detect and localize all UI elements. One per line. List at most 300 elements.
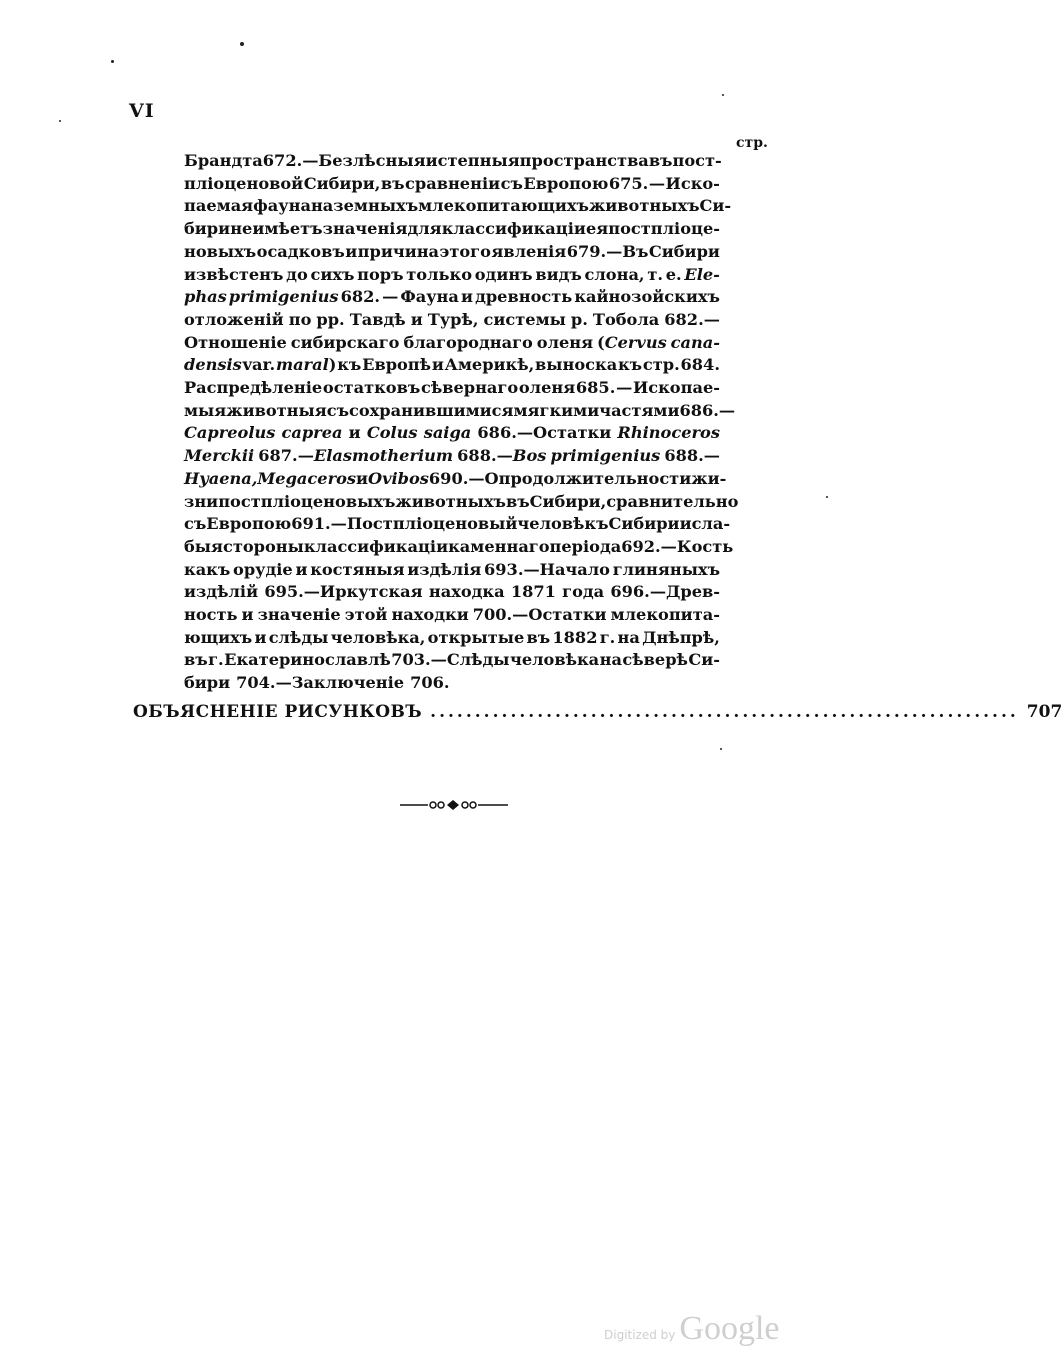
- text-line: [184, 264, 720, 287]
- word: [585, 264, 645, 287]
- text: по: [288, 309, 312, 329]
- text: человѣка: [509, 650, 600, 670]
- text: т.: [647, 264, 663, 284]
- word: [349, 422, 361, 445]
- text: системы: [483, 309, 566, 329]
- text-line: [184, 332, 720, 355]
- word: [208, 649, 224, 672]
- word: [218, 491, 395, 514]
- word: [356, 468, 368, 491]
- word: [499, 468, 692, 491]
- text: въ: [184, 650, 208, 670]
- text: видъ: [535, 264, 582, 284]
- italic-text: Merckii: [184, 446, 255, 466]
- text: Сибири,: [529, 491, 607, 511]
- text: въ: [526, 627, 551, 647]
- text: поръ: [357, 264, 404, 284]
- word: [535, 354, 617, 377]
- text: съ: [184, 514, 207, 534]
- speck: [240, 42, 244, 46]
- text: Распредѣленіе: [184, 378, 323, 398]
- italic-text: phas: [184, 287, 227, 307]
- word: [649, 150, 673, 173]
- text: выноска: [535, 355, 618, 375]
- text: сравненіи: [405, 173, 501, 193]
- text-line: [184, 286, 720, 309]
- text-line: [184, 536, 734, 559]
- word: [289, 309, 312, 332]
- word: [184, 218, 230, 241]
- word: [184, 581, 258, 604]
- italic-text: Hyaena,: [184, 468, 258, 488]
- word: [282, 422, 343, 445]
- italic-text: Rhinoceros: [617, 423, 720, 443]
- word: [461, 286, 473, 309]
- word: [426, 150, 438, 173]
- word: [345, 241, 357, 264]
- text: сихъ: [310, 264, 355, 284]
- word: [647, 264, 663, 287]
- text: Европою: [206, 514, 292, 534]
- text: имѣетъ: [252, 219, 323, 239]
- italic-text: Colus: [366, 423, 418, 443]
- word: [184, 173, 303, 196]
- text-line: [184, 649, 720, 672]
- word: [421, 377, 518, 400]
- text: для: [407, 219, 442, 239]
- text: 1871: [510, 582, 556, 602]
- text: сѣвернаго: [420, 378, 519, 398]
- text: и: [460, 287, 473, 307]
- text: —: [382, 287, 399, 307]
- italic-text: saiga: [423, 423, 472, 443]
- word: [382, 286, 398, 309]
- text-line: [184, 422, 720, 445]
- text: слѣды: [268, 627, 329, 647]
- word: [184, 241, 256, 264]
- text: классификаціи: [303, 536, 449, 556]
- text: 1882: [552, 627, 598, 647]
- text: и: [348, 423, 361, 443]
- italic-text: Megaceros: [257, 468, 357, 488]
- text: не: [230, 219, 253, 239]
- text: до: [286, 264, 308, 284]
- text: на: [599, 650, 622, 670]
- text: Безлѣсныя: [318, 151, 426, 170]
- word: [666, 173, 720, 196]
- word: [367, 422, 418, 445]
- word: [609, 173, 648, 196]
- text-line: [184, 377, 720, 400]
- text-line: [184, 604, 720, 627]
- word: [418, 195, 589, 218]
- word: [688, 649, 720, 672]
- text: животныхъ: [588, 196, 700, 216]
- word: [323, 377, 420, 400]
- word: [550, 536, 622, 559]
- text: оленя: [518, 378, 576, 398]
- word: [562, 581, 604, 604]
- text: на: [617, 627, 640, 647]
- word: [440, 241, 491, 264]
- text: пространства: [519, 151, 649, 170]
- word: [429, 468, 499, 491]
- italic-text: primigenius: [228, 287, 339, 307]
- word: [345, 604, 388, 627]
- word: [442, 218, 586, 241]
- word: [432, 354, 444, 377]
- text-line: [184, 513, 731, 536]
- text: и: [431, 355, 444, 375]
- word: [511, 581, 556, 604]
- text: отложеній: [184, 309, 284, 329]
- word: [233, 559, 293, 582]
- text: стр.: [642, 355, 680, 375]
- word: [424, 422, 472, 445]
- word: [428, 309, 479, 332]
- text: млекопита-: [610, 605, 720, 625]
- text: Америкѣ,: [444, 355, 535, 375]
- text: постпліоце-: [608, 219, 720, 239]
- word: [617, 422, 720, 445]
- text: пост-: [672, 151, 722, 170]
- word: [184, 649, 208, 672]
- text: 688.—: [457, 446, 513, 466]
- word: [184, 377, 322, 400]
- word: [184, 627, 252, 650]
- word: [613, 559, 720, 582]
- text: 682.—: [664, 309, 720, 329]
- text: пліоценовой: [184, 173, 304, 193]
- word: [224, 649, 391, 672]
- word: [331, 627, 426, 650]
- word: [184, 445, 254, 468]
- word: [438, 150, 520, 173]
- watermark: [604, 1310, 780, 1348]
- text-line: [184, 150, 720, 173]
- text: 688.—: [664, 446, 720, 466]
- word: [406, 264, 472, 287]
- word: [184, 264, 283, 287]
- word: [243, 354, 276, 377]
- text: 686.—: [679, 400, 736, 420]
- text: какъ: [184, 559, 231, 579]
- text: и: [410, 309, 423, 329]
- word: [257, 468, 356, 491]
- text: ея: [585, 219, 609, 239]
- text: 693.—Начало: [484, 559, 610, 579]
- word: [357, 264, 403, 287]
- word: [445, 354, 535, 377]
- word: [537, 332, 593, 355]
- word: [473, 604, 607, 627]
- word: [671, 332, 720, 355]
- word: [318, 150, 425, 173]
- text: древность: [475, 287, 573, 307]
- word: [381, 173, 405, 196]
- text-line: [184, 309, 720, 332]
- word: [599, 400, 679, 423]
- contents-paragraph: [184, 150, 739, 695]
- text: издѣлій: [184, 582, 259, 602]
- word: [520, 150, 649, 173]
- word: [184, 468, 257, 491]
- word: [477, 422, 611, 445]
- text: человѣка,: [330, 627, 426, 647]
- text: частями: [599, 400, 680, 420]
- word: [184, 286, 227, 309]
- word: [362, 354, 431, 377]
- text: е.: [665, 264, 682, 284]
- text: и: [295, 559, 308, 579]
- text: 690.—О: [428, 468, 499, 488]
- word: [589, 195, 700, 218]
- text: 703.—Слѣды: [391, 650, 510, 670]
- word: [206, 513, 291, 536]
- text: 700.—Остатки: [472, 605, 607, 625]
- italic-text: Cervus: [604, 332, 667, 352]
- word: [316, 309, 344, 332]
- text-line: [184, 672, 720, 695]
- text: Днѣпрѣ,: [642, 627, 720, 647]
- word: [457, 445, 546, 468]
- word: [691, 468, 726, 491]
- text: рр.: [316, 309, 345, 329]
- word: [593, 309, 659, 332]
- italic-text: primigenius: [550, 446, 661, 466]
- word: [327, 400, 349, 423]
- word: [254, 627, 266, 650]
- speck: [722, 94, 724, 96]
- text: извѣстенъ: [184, 264, 284, 284]
- text: сла-: [691, 514, 731, 534]
- text: къ: [617, 355, 643, 375]
- text: млекопитающихъ: [418, 196, 589, 216]
- word: [610, 581, 720, 604]
- word: [184, 309, 284, 332]
- word: [491, 241, 566, 264]
- word: [552, 627, 597, 650]
- word: [609, 513, 680, 536]
- word: [304, 173, 381, 196]
- text: Ископае-: [632, 378, 720, 398]
- text: зни: [184, 491, 219, 511]
- text: Тобола: [592, 309, 660, 329]
- text: животныхъ: [395, 491, 506, 511]
- text: въ: [380, 173, 405, 193]
- word: [184, 195, 253, 218]
- text: открытые: [427, 627, 525, 647]
- word: [341, 286, 380, 309]
- italic-text: cana-: [670, 332, 720, 352]
- text: этой: [344, 605, 388, 625]
- text: только: [406, 264, 472, 284]
- italic-text: densis: [184, 355, 242, 375]
- word: [403, 332, 532, 355]
- word: [400, 286, 459, 309]
- word: [633, 377, 720, 400]
- toc-entry: [133, 702, 1062, 722]
- word: [643, 354, 680, 377]
- word: [574, 286, 720, 309]
- text: въ: [505, 491, 530, 511]
- word: [304, 536, 448, 559]
- word: [608, 218, 720, 241]
- word: [448, 536, 549, 559]
- speck: [111, 60, 114, 63]
- italic-text: Ovibos: [368, 468, 429, 488]
- text: орудіе: [233, 559, 293, 579]
- text: кайнозойскихъ: [574, 287, 720, 307]
- text: 682.: [340, 287, 380, 307]
- word: [323, 218, 408, 241]
- word: [269, 627, 329, 650]
- text: въ: [648, 151, 673, 170]
- word: [514, 400, 600, 423]
- text: слона,: [584, 264, 645, 284]
- word: [302, 150, 318, 173]
- text: г.: [599, 627, 616, 647]
- text: (: [597, 332, 605, 352]
- word: [611, 604, 720, 627]
- text-line: [184, 559, 720, 582]
- text: ющихъ: [184, 627, 253, 647]
- word: [666, 264, 682, 287]
- text: бири: [184, 673, 231, 693]
- text: —: [302, 151, 319, 170]
- word: [229, 286, 339, 309]
- text: 695.—Иркутская: [264, 582, 423, 602]
- toc-leader-dots: ..................................................................: [430, 702, 1019, 722]
- text: —: [648, 173, 666, 193]
- word: [664, 309, 720, 332]
- word: [506, 491, 530, 514]
- text: съ: [326, 400, 349, 420]
- text: мягкими: [513, 400, 600, 420]
- word: [391, 604, 468, 627]
- word: [368, 468, 429, 491]
- text: причина: [357, 241, 440, 261]
- word: [184, 150, 263, 173]
- text: находка: [428, 582, 505, 602]
- text: 686.—Остатки: [477, 423, 612, 443]
- word: [621, 536, 733, 559]
- word: [263, 150, 302, 173]
- text: глиняныхъ: [612, 559, 720, 579]
- watermark-small-text: Digitized by: [604, 1328, 676, 1342]
- text-line: [184, 445, 720, 468]
- ornament-divider: [400, 796, 510, 814]
- text: Отношеніе: [184, 332, 287, 352]
- text: и: [679, 514, 692, 534]
- text: 672.: [262, 151, 303, 170]
- italic-text: Bos: [512, 446, 547, 466]
- word: [551, 445, 661, 468]
- word: [428, 627, 525, 650]
- word: [664, 445, 720, 468]
- word: [291, 332, 400, 355]
- text: оленя: [536, 332, 594, 352]
- toc-entry-page: 707: [1026, 702, 1062, 722]
- word: [358, 241, 439, 264]
- word: [680, 513, 692, 536]
- text-line: [184, 627, 720, 650]
- word: [349, 400, 514, 423]
- word: [571, 309, 588, 332]
- text: новыхъ: [184, 241, 257, 261]
- text-line: [184, 581, 720, 604]
- word: [510, 649, 599, 672]
- text: фауна: [253, 196, 311, 216]
- word: [527, 627, 551, 650]
- text: и: [345, 241, 358, 261]
- word: [230, 218, 252, 241]
- text: Сибири: [608, 514, 680, 534]
- word: [681, 354, 720, 377]
- word: [184, 491, 218, 514]
- word: [310, 559, 404, 582]
- text: костяныя: [310, 559, 405, 579]
- text: Брандта: [184, 151, 263, 170]
- text: этого: [439, 241, 491, 261]
- word: [223, 536, 304, 559]
- word: [276, 354, 336, 377]
- text: благороднаго: [403, 332, 533, 352]
- text: каменнаго: [448, 536, 550, 556]
- word: [310, 264, 354, 287]
- word: [264, 581, 422, 604]
- text: 691.—Постпліоценовый: [291, 514, 518, 534]
- word: [679, 400, 735, 423]
- text-line: [184, 173, 720, 196]
- text: ): [328, 355, 337, 375]
- italic-text: Elasmotherium: [313, 446, 454, 466]
- text: 696.—Древ-: [610, 582, 720, 602]
- word: [622, 649, 688, 672]
- word: [184, 536, 223, 559]
- word: [600, 627, 616, 650]
- text: находки: [391, 605, 469, 625]
- text: Европѣ: [362, 355, 432, 375]
- text: Сибири: [648, 241, 720, 261]
- word: [337, 354, 361, 377]
- word: [226, 400, 326, 423]
- word: [184, 559, 230, 582]
- text: 684.: [680, 355, 720, 375]
- text: и: [425, 151, 438, 170]
- word: [606, 491, 738, 514]
- text: продолжительности: [498, 468, 692, 488]
- text: Турѣ,: [427, 309, 479, 329]
- text: одинъ: [474, 264, 533, 284]
- text: Си-: [688, 650, 720, 670]
- word: [429, 581, 505, 604]
- text: значеніе: [257, 605, 341, 625]
- speck: [826, 496, 828, 498]
- text: сравнительно: [606, 491, 739, 511]
- word: [184, 332, 287, 355]
- text: съ: [500, 173, 523, 193]
- word: [242, 604, 254, 627]
- word: [407, 218, 441, 241]
- text: наземныхъ: [310, 196, 419, 216]
- text: и: [254, 627, 267, 647]
- word: [184, 422, 275, 445]
- text: человѣкъ: [517, 514, 609, 534]
- word: [184, 604, 238, 627]
- text-line: [184, 400, 736, 423]
- word: [649, 241, 720, 264]
